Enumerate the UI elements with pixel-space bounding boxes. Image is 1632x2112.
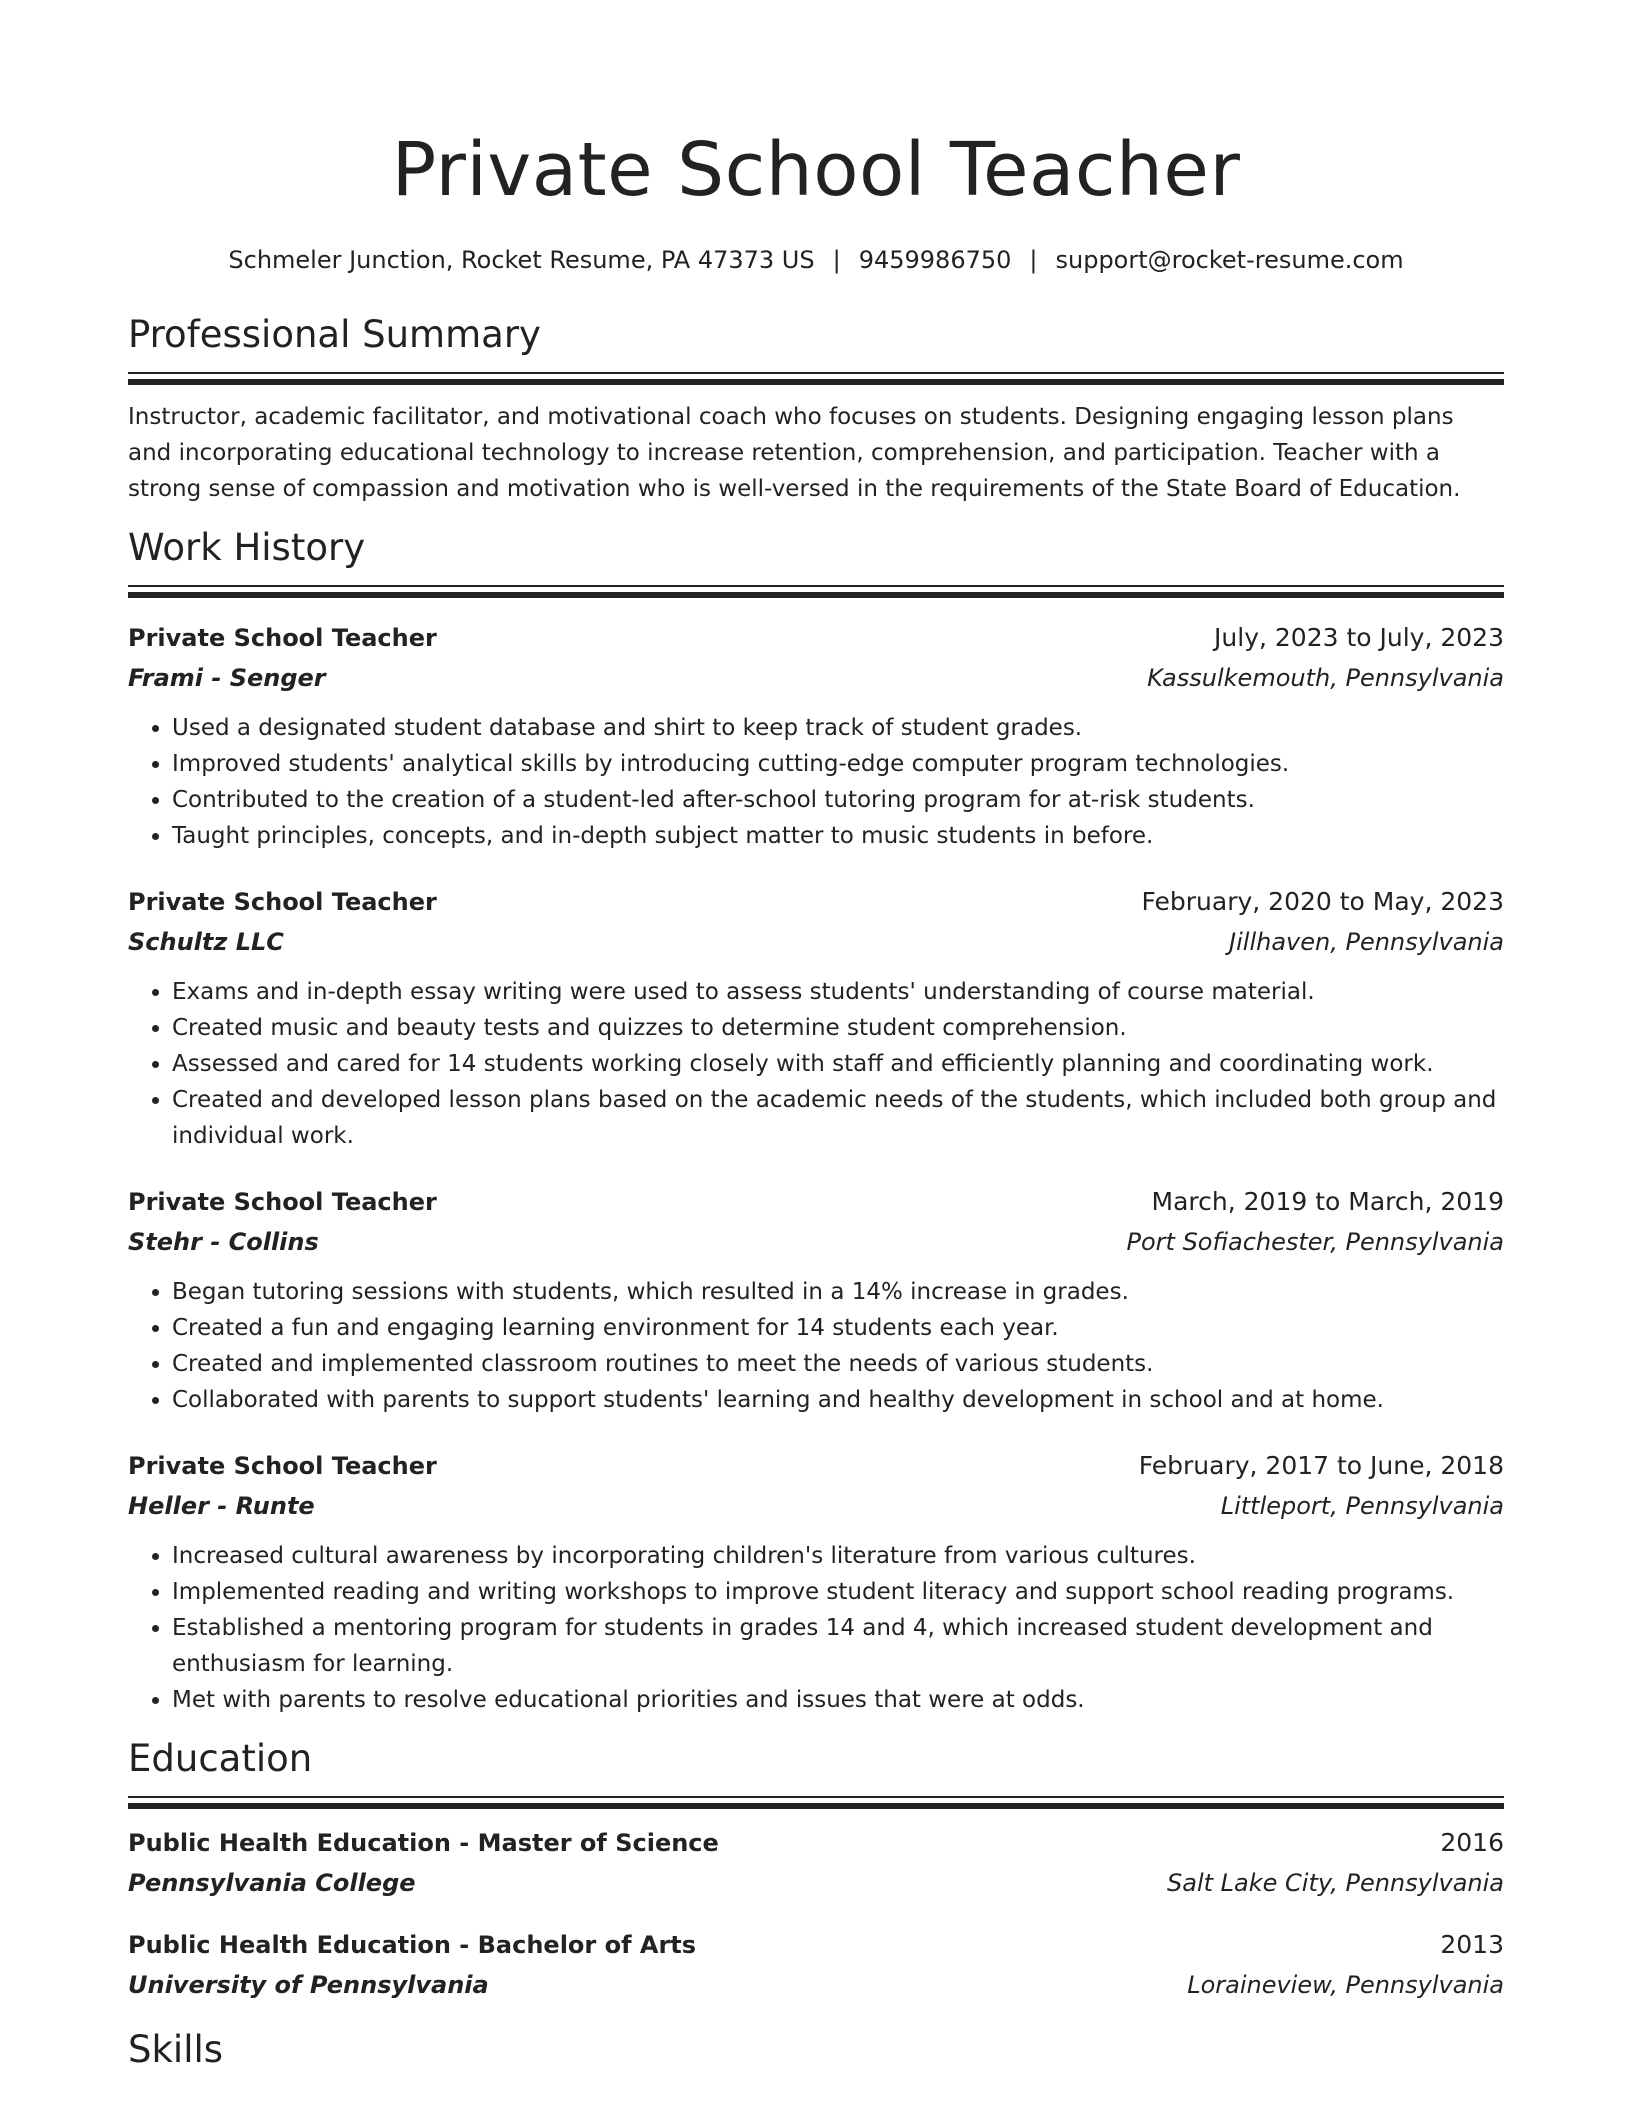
resume-name: Private School Teacher xyxy=(391,127,1241,213)
skills-section xyxy=(128,2027,1504,2073)
job-bullets xyxy=(128,1538,1504,1718)
job-bullet: • Established a mentoring program for students in grades 14 and 4, which increased student development and enthusiasm for learning. xyxy=(172,1610,1504,1682)
job-bullet: • Met with parents to resolve educational priorities and issues that were at odds. xyxy=(172,1682,1504,1718)
job-entry xyxy=(128,1182,1504,1418)
job-bullet: • Used a designated student database and shirt to keep track of student grades. xyxy=(172,710,1504,746)
job-bullet: • Created and implemented classroom routines to meet the needs of various students. xyxy=(172,1346,1504,1382)
job-subheader-row xyxy=(128,658,1504,698)
education-subheader-row xyxy=(128,1965,1504,2005)
job-bullet: • Created a fun and engaging learning environment for 14 students each year. xyxy=(172,1310,1504,1346)
education-header-row xyxy=(128,1925,1504,1965)
education-entry xyxy=(128,1823,1504,1903)
section-heading-work-history: Work History xyxy=(128,526,366,569)
education-school: Pennsylvania College xyxy=(128,1869,416,1897)
job-bullet: • Contributed to the creation of a student-led after-school tutoring program for at-risk students. xyxy=(172,782,1504,818)
contact-email: support@rocket-resume.com xyxy=(1055,246,1404,274)
contact-address: Schmeler Junction, Rocket Resume, PA 47373 US xyxy=(228,246,815,274)
job-company: Frami - Senger xyxy=(128,664,326,692)
job-header-row xyxy=(128,1446,1504,1486)
job-bullet: • Increased cultural awareness by incorporating children's literature from various cultures. xyxy=(172,1538,1504,1574)
job-subheader-row xyxy=(128,1222,1504,1262)
job-dates: July, 2023 to July, 2023 xyxy=(1214,623,1504,652)
section-divider xyxy=(128,372,1504,385)
job-entry xyxy=(128,882,1504,1154)
job-bullet: • Assessed and cared for 14 students working closely with staff and efficiently planning and coordinating work. xyxy=(172,1046,1504,1082)
job-subheader-row xyxy=(128,922,1504,962)
job-bullets xyxy=(128,1274,1504,1418)
job-location: Port Sofiachester, Pennsylvania xyxy=(1126,1228,1504,1256)
education-degree: Public Health Education - Bachelor of Arts xyxy=(128,1931,697,1959)
job-company: Heller - Runte xyxy=(128,1492,315,1520)
education-subheader-row xyxy=(128,1863,1504,1903)
education-entry xyxy=(128,1925,1504,2005)
education-location: Loraineview, Pennsylvania xyxy=(1187,1971,1504,1999)
job-dates: February, 2017 to June, 2018 xyxy=(1138,1451,1504,1480)
job-bullet: • Began tutoring sessions with students, which resulted in a 14% increase in grades. xyxy=(172,1274,1504,1310)
education-section xyxy=(128,1736,1504,2005)
job-bullets xyxy=(128,974,1504,1154)
contact-separator: | xyxy=(1029,246,1038,274)
job-company: Schultz LLC xyxy=(128,928,284,956)
job-entry xyxy=(128,618,1504,854)
job-title: Private School Teacher xyxy=(128,888,437,916)
education-year: 2013 xyxy=(1440,1930,1504,1959)
job-bullet: • Collaborated with parents to support students' learning and healthy development in school and at home. xyxy=(172,1382,1504,1418)
job-title: Private School Teacher xyxy=(128,1188,437,1216)
job-subheader-row xyxy=(128,1486,1504,1526)
job-bullet: • Taught principles, concepts, and in-depth subject matter to music students in before. xyxy=(172,818,1504,854)
section-divider xyxy=(128,585,1504,598)
education-school: University of Pennsylvania xyxy=(128,1971,489,1999)
contact-phone: 9459986750 xyxy=(858,246,1012,274)
job-bullet: • Created and developed lesson plans based on the academic needs of the students, which included both group and individual work. xyxy=(172,1082,1504,1154)
job-header-row xyxy=(128,1182,1504,1222)
section-divider xyxy=(128,1796,1504,1809)
section-heading-summary: Professional Summary xyxy=(128,313,541,356)
job-title: Private School Teacher xyxy=(128,1452,437,1480)
summary-section xyxy=(128,312,1504,507)
job-title: Private School Teacher xyxy=(128,624,437,652)
job-header-row xyxy=(128,618,1504,658)
education-year: 2016 xyxy=(1440,1828,1504,1857)
contact-line xyxy=(128,244,1504,276)
job-bullets xyxy=(128,710,1504,854)
education-header-row xyxy=(128,1823,1504,1863)
job-header-row xyxy=(128,882,1504,922)
work-history-section xyxy=(128,525,1504,1718)
job-bullet: • Implemented reading and writing workshops to improve student literacy and support school reading programs. xyxy=(172,1574,1504,1610)
job-location: Littleport, Pennsylvania xyxy=(1220,1492,1504,1520)
job-entry xyxy=(128,1446,1504,1718)
education-degree: Public Health Education - Master of Science xyxy=(128,1829,719,1857)
job-dates: March, 2019 to March, 2019 xyxy=(1151,1187,1504,1216)
job-bullet: • Created music and beauty tests and quizzes to determine student comprehension. xyxy=(172,1010,1504,1046)
summary-text: Instructor, academic facilitator, and motivational coach who focuses on students. Designing engaging lesson plans and incorporating educational technology to increase retention, comprehension, and participation. Teacher with a strong sense of compassion and motivation who is well-versed in the requirements of the State Board of Education. xyxy=(128,404,1461,502)
section-heading-skills: Skills xyxy=(128,2028,224,2071)
job-bullet: • Exams and in-depth essay writing were used to assess students' understanding of course material. xyxy=(172,974,1504,1010)
job-location: Kassulkemouth, Pennsylvania xyxy=(1147,664,1504,692)
section-heading-education: Education xyxy=(128,1737,313,1780)
education-location: Salt Lake City, Pennsylvania xyxy=(1167,1869,1504,1897)
job-bullet: • Improved students' analytical skills by introducing cutting-edge computer program technologies. xyxy=(172,746,1504,782)
job-company: Stehr - Collins xyxy=(128,1228,319,1256)
job-dates: February, 2020 to May, 2023 xyxy=(1141,887,1504,916)
contact-separator: | xyxy=(832,246,841,274)
job-location: Jillhaven, Pennsylvania xyxy=(1229,928,1504,956)
